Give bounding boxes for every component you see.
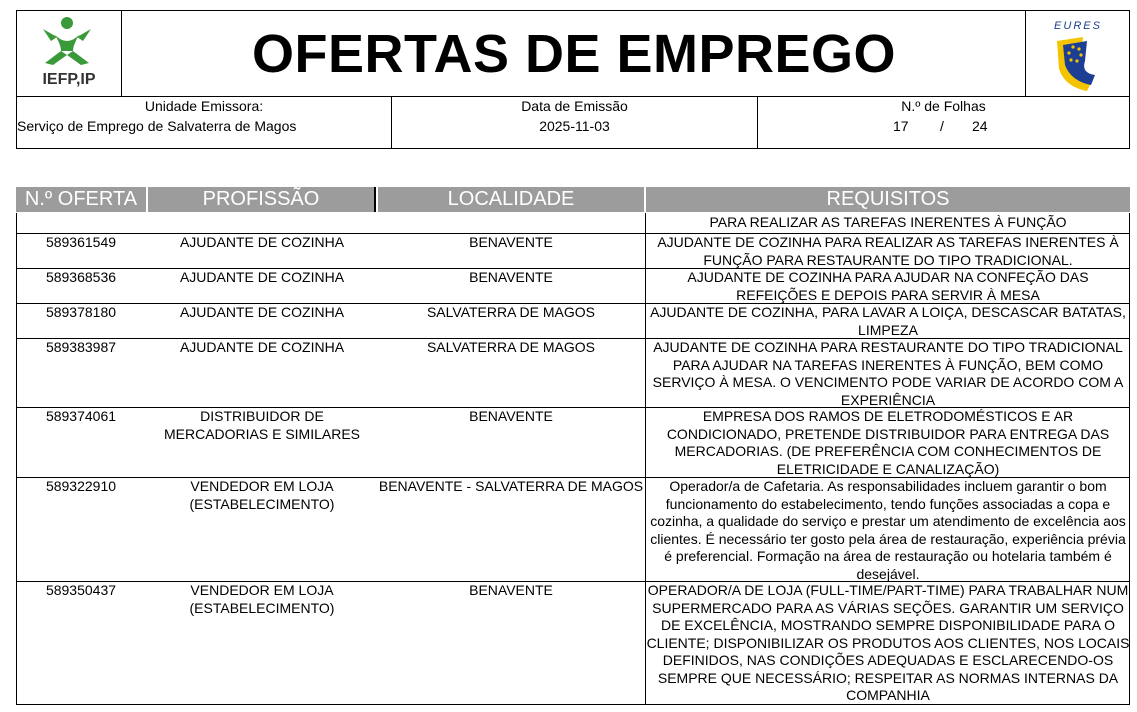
offer-number: 589368536 bbox=[45, 269, 117, 285]
issuing-unit-label: Unidade Emissora: bbox=[144, 98, 264, 114]
table-row bbox=[16, 478, 1130, 582]
sheet-count-label: N.º de Folhas bbox=[901, 98, 986, 114]
eures-emblem-icon bbox=[1047, 33, 1107, 95]
offer-profession: AJUDANTE DE COZINHA bbox=[179, 234, 345, 250]
offer-requirements: Operador/a de Cafetaria. As responsabilidades incluem garantir o bom funcionamento do estabelecimento, tendo funções associadas a copa e cozinha, a qualidade do serviço e prestar um atendimento de excelência aos clientes. É necessário ter gosto pela área de restauração, experiência prévia é preferencial. Formação na área de restauração ou hotelaria também é desejável. bbox=[650, 478, 1126, 582]
offer-profession: VENDEDOR EM LOJA (ESTABELECIMENTO) bbox=[189, 478, 335, 512]
column-header-requirements: REQUISITOS bbox=[646, 187, 1130, 212]
issuing-unit bbox=[17, 97, 392, 148]
offer-profession: AJUDANTE DE COZINHA bbox=[179, 269, 345, 285]
eures-logo-text: EURES bbox=[1054, 20, 1102, 32]
offer-number: 589322910 bbox=[45, 478, 117, 494]
offer-location: BENAVENTE bbox=[469, 234, 553, 250]
iefp-emblem-icon bbox=[17, 11, 121, 73]
offer-profession: AJUDANTE DE COZINHA bbox=[179, 304, 345, 320]
header-title-band bbox=[17, 11, 1129, 97]
issue-date-label: Data de Emissão bbox=[521, 98, 628, 114]
table-row bbox=[16, 339, 1130, 408]
sheet-count bbox=[758, 97, 1129, 148]
offer-location: BENAVENTE bbox=[469, 269, 553, 285]
offer-number: 589350437 bbox=[45, 582, 117, 598]
offer-requirements: AJUDANTE DE COZINHA PARA RESTAURANTE DO TIPO TRADICIONAL PARA AJUDAR NA TAREFAS INERENTES À FUNÇÃO, BEM COMO SERVIÇO À MESA. O VENCIMENTO PODE VARIAR DE ACORDO COM A EXPERIÊNCIA bbox=[652, 339, 1124, 408]
iefp-logo bbox=[17, 11, 122, 96]
continuation-text: PARA REALIZAR AS TAREFAS INERENTES À FUNÇÃO bbox=[709, 214, 1067, 230]
page-title: OFERTAS DE EMPREGO bbox=[251, 23, 897, 84]
offer-requirements: EMPRESA DOS RAMOS DE ELETRODOMÉSTICOS E AR CONDICIONADO, PRETENDE DISTRIBUIDOR PARA ENTREGA DAS MERCADORIAS. (DE PREFERÊNCIA COM CONHECIMENTOS DE ELETRICIDADE E CANALIZAÇÃO) bbox=[666, 408, 1110, 477]
offer-location: SALVATERRA DE MAGOS bbox=[426, 304, 596, 320]
offer-requirements: AJUDANTE DE COZINHA PARA AJUDAR NA CONFEÇÃO DAS REFEIÇÕES E DEPOIS PARA SERVIR À MESA bbox=[687, 269, 1089, 303]
iefp-logo-text: IEFP,IP bbox=[42, 71, 96, 88]
offer-number: 589374061 bbox=[45, 408, 117, 424]
table-row bbox=[16, 582, 1130, 705]
table-row bbox=[16, 234, 1130, 269]
issuing-unit-value: Serviço de Emprego de Salvaterra de Magos bbox=[17, 118, 297, 134]
eures-logo bbox=[1025, 11, 1129, 96]
document-header bbox=[16, 10, 1130, 149]
offer-location: BENAVENTE bbox=[469, 582, 553, 598]
offer-requirements: AJUDANTE DE COZINHA, PARA LAVAR A LOIÇA, DESCASCAR BATATAS, LIMPEZA bbox=[650, 304, 1126, 338]
offer-requirements: AJUDANTE DE COZINHA PARA REALIZAR AS TAREFAS INERENTES À FUNÇÃO PARA RESTAURANTE DO TIPO TRADICIONAL. bbox=[657, 234, 1119, 268]
table-border-left bbox=[16, 213, 17, 705]
offer-number: 589361549 bbox=[45, 234, 117, 250]
offer-location: BENAVENTE bbox=[469, 408, 553, 424]
continuation-row bbox=[16, 213, 1130, 234]
table-row bbox=[16, 304, 1130, 339]
table-border-right bbox=[1129, 213, 1130, 705]
offer-profession: DISTRIBUIDOR DE MERCADORIAS E SIMILARES bbox=[163, 408, 361, 442]
offer-profession: AJUDANTE DE COZINHA bbox=[179, 339, 345, 355]
column-header-number: N.º OFERTA bbox=[16, 187, 146, 212]
issue-date bbox=[392, 97, 758, 148]
offer-number: 589378180 bbox=[45, 304, 117, 320]
table-border-requirements bbox=[645, 213, 646, 705]
offer-location: BENAVENTE - SALVATERRA DE MAGOS bbox=[378, 478, 644, 494]
column-header-location: LOCALIDADE bbox=[378, 187, 644, 212]
issue-date-value: 2025-11-03 bbox=[539, 118, 610, 134]
table-row bbox=[16, 269, 1130, 304]
offer-requirements: OPERADOR/A DE LOJA (FULL-TIME/PART-TIME) PARA TRABALHAR NUM SUPERMERCADO PARA AS VÁRIAS SEÇÕES. GARANTIR UM SERVIÇO DE EXCELÊNCIA, MOSTRANDO SEMPRE DISPONIBILIDADE PARA O CLIENTE; DISPONIBILIZAR OS PRODUTOS AOS CLIENTES, NOS LOCAIS DEFINIDOS, NAS CONDIÇÕES ADEQUADAS E ESCLARECENDO-OS SEMPRE QUE NECESSÁRIO; RESPEITAR AS NORMAS INTERNAS DA COMPANHIA bbox=[646, 582, 1130, 703]
sheet-separator: / bbox=[940, 118, 944, 134]
offer-profession: VENDEDOR EM LOJA (ESTABELECIMENTO) bbox=[189, 582, 335, 616]
column-header-profession: PROFISSÃO bbox=[148, 187, 376, 212]
table-row bbox=[16, 408, 1130, 478]
offer-location: SALVATERRA DE MAGOS bbox=[426, 339, 596, 355]
offer-number: 589383987 bbox=[45, 339, 117, 355]
sheet-total: 24 bbox=[972, 118, 988, 134]
sheet-current: 17 bbox=[893, 118, 909, 134]
